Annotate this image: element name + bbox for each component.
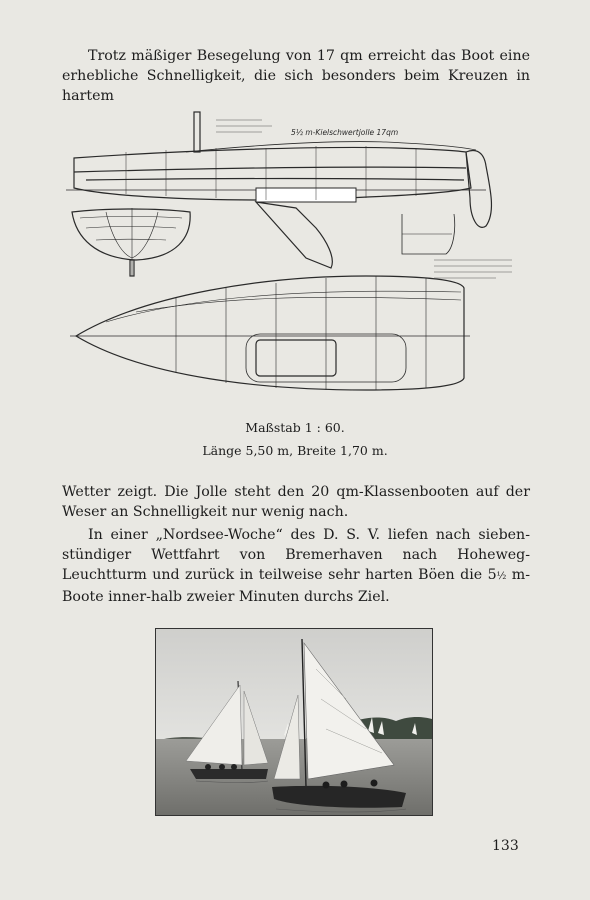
page-number: 133 <box>492 838 519 854</box>
drawing-title: 5½ m-Kielschwertjolle 17qm <box>291 128 399 137</box>
top-paragraph: Trotz mäßiger Besegelung von 17 qm erreicht das Boot eine erhebliche Schnelligkeit, die sich besonders beim Kreuzen in hartem <box>62 48 530 104</box>
sailboats-photo <box>155 628 433 816</box>
sailboats-photo-illustration <box>156 629 432 815</box>
paragraph-nordsee-woche <box>62 525 530 607</box>
caption-dimensions: Länge 5,50 m, Breite 1,70 m. <box>202 443 388 458</box>
paragraph-part-2: m-Boote inner-halb zweier Minuten durchs Ziel. <box>62 567 531 605</box>
paragraph-part-1: In einer „Nordsee-Woche“ des D. S. V. liefen nach sieben-stündiger Wettfahrt von Bremerhaven nach Hoheweg-Leuchtturm und zurück in teilweise sehr harten Böen die 5 <box>62 527 530 583</box>
fraction-half: ½ <box>496 571 507 582</box>
caption-scale: Maßstab 1 : 60. <box>245 420 345 435</box>
boat-lines-plan <box>66 108 526 408</box>
paragraph-weather: Wetter zeigt. Die Jolle steht den 20 qm-Klassenbooten auf der Weser an Schnelligkeit nur wenig nach. <box>62 484 530 520</box>
